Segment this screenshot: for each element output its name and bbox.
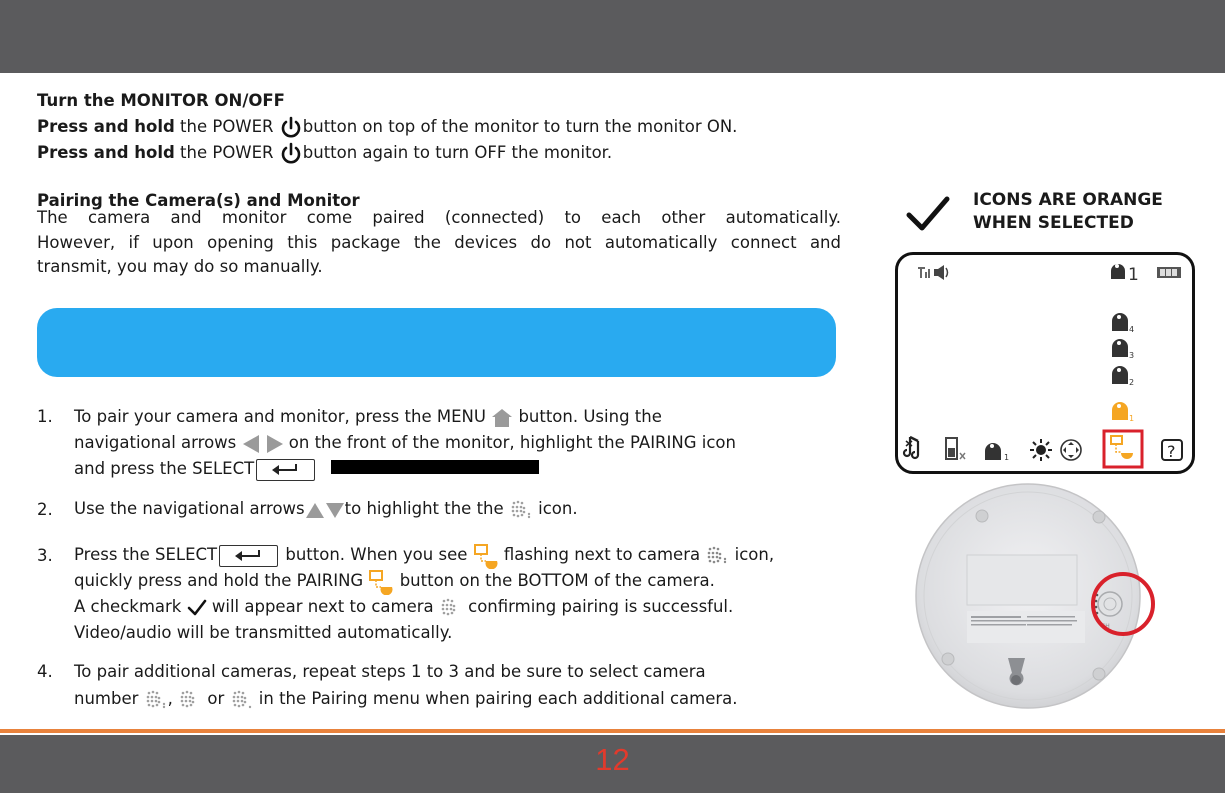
camera-number-icon bbox=[230, 689, 254, 711]
svg-text:?: ? bbox=[1167, 442, 1176, 461]
icons-orange-note bbox=[973, 189, 1163, 235]
power-off-text-a: the POWER bbox=[180, 143, 274, 162]
svg-text:CH: CH bbox=[1101, 623, 1110, 630]
power-off-line bbox=[37, 140, 612, 166]
step-text: Use the navigational arrows bbox=[74, 499, 305, 518]
pairing-intro-paragraph bbox=[37, 206, 841, 280]
up-down-arrows-icon bbox=[305, 501, 345, 519]
step-text: to highlight the the bbox=[344, 499, 504, 518]
power-section-title: Turn the MONITOR ON/OFF bbox=[37, 91, 285, 110]
music-icon bbox=[904, 437, 918, 458]
camera-number-icon bbox=[178, 689, 202, 711]
footer-accent-line bbox=[0, 729, 1225, 733]
step-text: flashing next to camera bbox=[503, 545, 701, 564]
camera-bottom-illustration bbox=[915, 483, 1175, 723]
power-icon bbox=[279, 116, 303, 140]
power-on-emphasis: Press and hold bbox=[37, 117, 175, 136]
camera-status-icon bbox=[1111, 264, 1125, 279]
step-text: quickly press and hold the PAIRING bbox=[74, 571, 364, 590]
monitor-screen bbox=[895, 252, 1195, 474]
step-4-line-1 bbox=[74, 659, 706, 685]
step-number: 2. bbox=[37, 500, 53, 519]
step-1-line-2 bbox=[74, 430, 736, 456]
camera-2-icon bbox=[1112, 366, 1134, 387]
step-3-line-2 bbox=[74, 568, 715, 595]
step-text: Press the SELECT bbox=[74, 545, 218, 564]
camera-1-icon-selected bbox=[1112, 402, 1134, 423]
power-off-text-b: button again to turn OFF the monitor. bbox=[302, 143, 613, 162]
camera-3-icon bbox=[1112, 339, 1134, 360]
step-3-line-3 bbox=[74, 594, 733, 620]
svg-text:1: 1 bbox=[1129, 414, 1135, 423]
home-menu-icon bbox=[491, 408, 513, 428]
checkmark-icon bbox=[905, 195, 951, 233]
svg-text:3: 3 bbox=[1129, 351, 1135, 360]
step-text: button. Using the bbox=[518, 407, 662, 426]
camera-count-label: 1 bbox=[1128, 265, 1139, 285]
pairing-icon-selected bbox=[1111, 436, 1133, 459]
step-number: 1. bbox=[37, 407, 53, 426]
speaker-icon bbox=[934, 265, 948, 280]
step-text: or bbox=[207, 689, 225, 708]
help-icon bbox=[1162, 440, 1182, 461]
signal-icon bbox=[918, 267, 930, 278]
step-text: number bbox=[74, 689, 139, 708]
step-text: confirming pairing is successful. bbox=[468, 597, 734, 616]
step-text: will appear next to camera bbox=[211, 597, 434, 616]
camera-number-icon bbox=[509, 499, 533, 521]
blue-banner bbox=[37, 308, 836, 377]
note-line: WHEN SELECTED bbox=[973, 213, 1134, 233]
step-3-line-4 bbox=[74, 620, 452, 646]
battery-low-icon bbox=[946, 438, 965, 459]
step-text: Video/audio will be transmitted automatically. bbox=[74, 623, 453, 642]
pairing-intro-line: However, if upon opening this package the devices do not automatically connect and bbox=[37, 232, 841, 252]
svg-text:2: 2 bbox=[1129, 378, 1135, 387]
pairing-icon bbox=[368, 569, 394, 595]
note-line: ICONS ARE ORANGE bbox=[973, 190, 1163, 210]
camera-number-icon bbox=[439, 597, 463, 619]
step-text: A checkmark bbox=[74, 597, 182, 616]
left-right-arrows-icon bbox=[242, 434, 284, 454]
brightness-icon bbox=[1030, 439, 1052, 461]
step-text: To pair additional cameras, repeat steps 1 to 3 and be sure to select camera bbox=[74, 662, 706, 681]
checkmark-icon bbox=[187, 599, 207, 617]
power-on-text-b: button on top of the monitor to turn the monitor ON. bbox=[302, 117, 738, 136]
battery-icon bbox=[1157, 267, 1181, 278]
svg-text:1: 1 bbox=[1004, 453, 1010, 462]
power-off-emphasis: Press and hold bbox=[37, 143, 175, 162]
camera-menu-icon bbox=[985, 443, 1009, 462]
step-text: on the front of the monitor, highlight the PAIRING icon bbox=[288, 433, 736, 452]
pairing-intro-line: transmit, you may do so manually. bbox=[37, 257, 323, 276]
camera-base-graphic bbox=[915, 483, 1175, 719]
pairing-icon bbox=[473, 543, 499, 569]
step-3-line-1 bbox=[74, 542, 774, 569]
power-on-line bbox=[37, 114, 737, 140]
redaction-bar bbox=[331, 460, 539, 474]
step-text: navigational arrows bbox=[74, 433, 237, 452]
pan-tilt-icon bbox=[1061, 440, 1081, 460]
step-text: button on the BOTTOM of the camera. bbox=[399, 571, 715, 590]
step-2-line-1 bbox=[74, 496, 578, 522]
step-text: , bbox=[167, 689, 173, 708]
pairing-intro-line: The camera and monitor come paired (connected) to each other automatically. bbox=[37, 208, 841, 227]
select-key-icon bbox=[219, 545, 278, 567]
step-text: button. When you see bbox=[285, 545, 468, 564]
step-1-line-1 bbox=[74, 404, 662, 430]
step-text: in the Pairing menu when pairing each additional camera. bbox=[258, 689, 738, 708]
step-text: icon. bbox=[538, 499, 578, 518]
camera-4-icon bbox=[1112, 313, 1134, 334]
step-text: and press the SELECT bbox=[74, 459, 255, 478]
step-4-line-2 bbox=[74, 686, 738, 712]
monitor-screen-graphic bbox=[898, 255, 1192, 471]
camera-number-icon bbox=[705, 545, 729, 567]
svg-text:4: 4 bbox=[1129, 325, 1135, 334]
power-icon bbox=[279, 142, 303, 166]
camera-number-icon bbox=[144, 689, 168, 711]
step-text: icon, bbox=[734, 545, 775, 564]
power-on-text-a: the POWER bbox=[180, 117, 274, 136]
page-number: 12 bbox=[595, 742, 630, 777]
step-text: To pair your camera and monitor, press the MENU bbox=[74, 407, 486, 426]
pairing-section-title: Pairing the Camera(s) and Monitor bbox=[37, 191, 360, 210]
step-number: 3. bbox=[37, 546, 53, 565]
step-1-line-3 bbox=[74, 456, 317, 482]
step-number: 4. bbox=[37, 662, 53, 681]
header-bar bbox=[0, 0, 1225, 73]
select-key-icon bbox=[256, 459, 315, 481]
